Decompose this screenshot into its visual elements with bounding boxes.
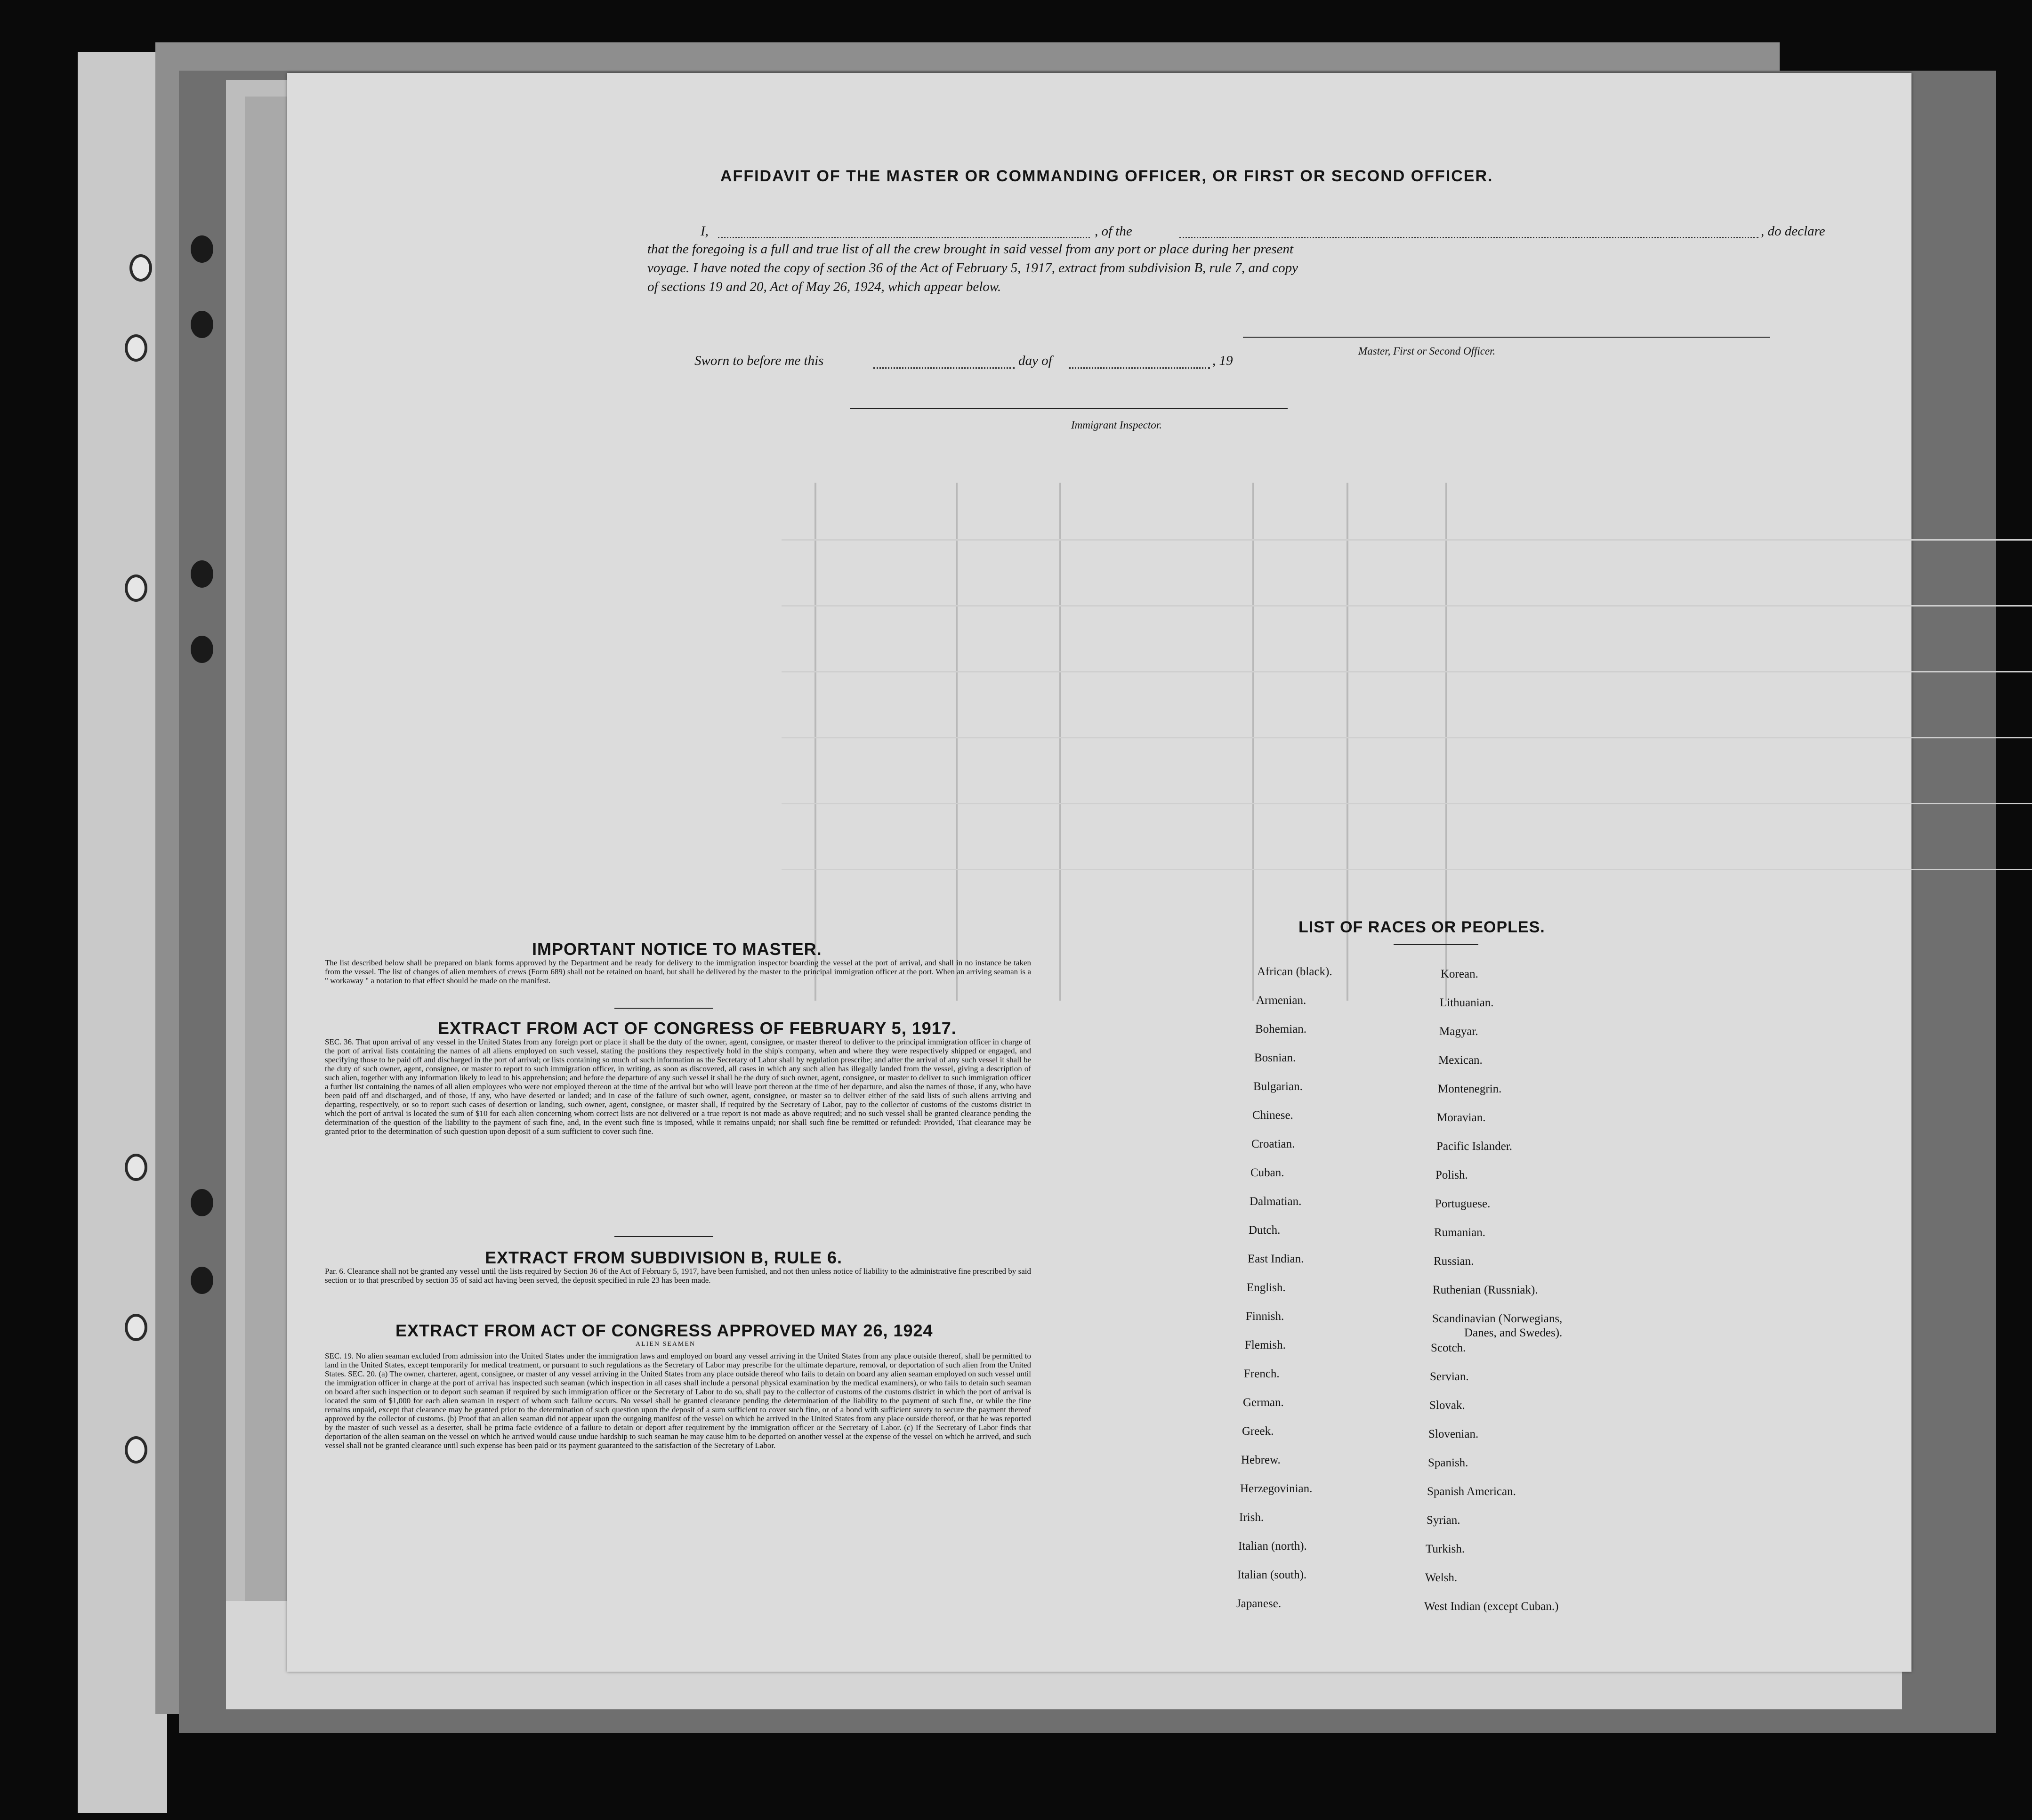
race-item: Russian. bbox=[1434, 1255, 1474, 1268]
race-item: Armenian. bbox=[1256, 994, 1306, 1007]
race-item: Turkish. bbox=[1426, 1543, 1465, 1555]
binder-hole bbox=[129, 254, 152, 282]
master-signature-line[interactable] bbox=[1243, 337, 1770, 338]
race-item: Dutch. bbox=[1249, 1224, 1281, 1237]
race-item: Scotch. bbox=[1431, 1342, 1466, 1354]
race-item: Polish. bbox=[1435, 1169, 1468, 1181]
extract-1924-body: SEC. 19. No alien seaman excluded from admission into the United States under the immigration laws and employed on board any vessel arriving in the United States from any place outside thereof, shall be permitted to land in the United States, except temporarily for medical treatment, or pursuant to such regulations as the Secretary of Labor may prescribe for the ultimate departure, removal, or deportation of such alien from the United States. SEC. 20. (a) The owner, charterer, agent, consignee, or master of any vessel arriving in the United States from any place outside thereof who fails to detain on board any alien seaman employed on such vessel until the immigration officer in charge at the port of arrival has inspected such seaman (which inspection in all cases shall include a personal physical examination by the medical examiners), or who fails to detain such seaman on board after such inspection or to deport such seaman if required by such immigration officer or the Secretary of Labor to do so, shall pay to the collector of customs of the customs district in which the port of arrival is located the sum of $1,000 for each alien seaman in respect of whom such failure occurs. No vessel shall be granted clearance pending the determination of the liability to the payment of such fine, or while the fine remains unpaid, except that clearance may be granted prior to the determination of such question upon the deposit of a sum sufficient to cover such fine, or of a bond with sufficient surety to secure the payment thereof approved by the collector of customs. (b) Proof that an alien seaman did not appear upon the outgoing manifest of the vessel on which he arrived in the United States from any place outside thereof, or that he was reported by the master of such vessel as a deserter, shall be prima facie evidence of a failure to detain or deport after requirement by the immigration officer or the Secretary of Labor. (c) If the Secretary of Labor finds that deportation of the alien seaman on the vessel on which he arrived would cause undue hardship to such seaman he may cause him to be deported on another vessel at the expense of the vessel on which he arrived, and such vessel shall not be granted clearance until such expense has been paid or its payment guaranteed to the satisfaction of the Secretary of Labor. bbox=[325, 1351, 1031, 1450]
race-item: Cuban. bbox=[1250, 1166, 1284, 1179]
extract-1924-subtitle: ALIEN SEAMEN bbox=[636, 1341, 696, 1348]
race-item: Bosnian. bbox=[1254, 1052, 1296, 1064]
race-item: African (black). bbox=[1257, 965, 1332, 978]
binder-hole bbox=[191, 1267, 213, 1294]
race-item: Servian. bbox=[1430, 1370, 1469, 1383]
extract-rule6-title: EXTRACT FROM SUBDIVISION B, RULE 6. bbox=[485, 1248, 843, 1267]
race-item: Irish. bbox=[1239, 1511, 1264, 1524]
divider bbox=[1394, 944, 1478, 945]
binder-hole bbox=[125, 334, 147, 362]
affidavit-line4: of sections 19 and 20, Act of May 26, 1924, which appear below. bbox=[647, 279, 1001, 294]
race-item: Dalmatian. bbox=[1250, 1195, 1302, 1208]
inspector-signature-line[interactable] bbox=[850, 408, 1288, 409]
race-item: Chinese. bbox=[1252, 1109, 1293, 1122]
race-item: Flemish. bbox=[1245, 1339, 1286, 1351]
sworn-text: Sworn to before me this bbox=[694, 353, 824, 368]
race-item: Finnish. bbox=[1246, 1310, 1284, 1323]
manifest-page bbox=[287, 73, 1911, 1672]
affidavit-line3: voyage. I have noted the copy of section 36 of the Act of February 5, 1917, extract from subdivision B, rule 7, and copy bbox=[647, 260, 1298, 275]
race-item: Greek. bbox=[1242, 1425, 1274, 1438]
binder-hole bbox=[125, 1154, 147, 1181]
race-item: Slovak. bbox=[1429, 1399, 1465, 1412]
race-item: Moravian. bbox=[1437, 1111, 1486, 1124]
races-title: LIST OF RACES OR PEOPLES. bbox=[1298, 918, 1545, 936]
race-item: Portuguese. bbox=[1435, 1197, 1491, 1210]
notice-body: The list described below shall be prepared on blank forms approved by the Department and be ready for delivery to the immigration inspector boarding the vessel at the port of arrival, and shall in no instance be taken from the vessel. The list of changes of alien members of crews (Form 689) shall not be retained on board, but shall be delivered by the master to the principal immigration officer at the port. When an arriving seaman is a " workaway " a notation to that effect should be made on the manifest. bbox=[325, 958, 1031, 985]
master-name-field[interactable] bbox=[718, 237, 1090, 238]
binder-hole bbox=[125, 1314, 147, 1341]
master-label: Master, First or Second Officer. bbox=[1358, 345, 1496, 357]
race-item: Pacific Islander. bbox=[1436, 1140, 1513, 1153]
year-text: , 19 bbox=[1212, 353, 1233, 368]
affidavit-i: I, bbox=[701, 224, 709, 239]
race-item: Rumanian. bbox=[1434, 1226, 1486, 1239]
divider bbox=[614, 1008, 713, 1009]
race-item: Danes, and Swedes). bbox=[1464, 1327, 1563, 1339]
sworn-day-field[interactable] bbox=[873, 367, 1015, 369]
binder-hole bbox=[125, 574, 147, 602]
day-of-text: day of bbox=[1018, 353, 1052, 368]
race-item: Bulgarian. bbox=[1253, 1080, 1303, 1093]
binder-hole bbox=[191, 560, 213, 588]
affidavit-declare: , do declare bbox=[1761, 224, 1825, 239]
race-item: Hebrew. bbox=[1241, 1454, 1281, 1466]
binding-strip bbox=[78, 52, 167, 1813]
race-item: West Indian (except Cuban.) bbox=[1424, 1600, 1559, 1613]
race-item: Korean. bbox=[1441, 968, 1478, 980]
race-item: Slovenian. bbox=[1428, 1428, 1479, 1440]
notice-title: IMPORTANT NOTICE TO MASTER. bbox=[532, 939, 822, 959]
race-item: Magyar. bbox=[1439, 1025, 1478, 1038]
affidavit-line2: that the foregoing is a full and true list of all the crew brought in said vessel from any port or place during her present bbox=[647, 242, 1294, 257]
race-item: Welsh. bbox=[1425, 1571, 1458, 1584]
binder-hole bbox=[191, 1189, 213, 1216]
race-item: Japanese. bbox=[1236, 1597, 1282, 1610]
race-item: Syrian. bbox=[1427, 1514, 1460, 1527]
race-item: Herzegovinian. bbox=[1240, 1482, 1313, 1495]
race-item: Spanish. bbox=[1428, 1456, 1468, 1469]
race-item: Montenegrin. bbox=[1438, 1083, 1502, 1095]
affidavit-title: AFFIDAVIT OF THE MASTER OR COMMANDING OFFICER, OR FIRST OR SECOND OFFICER. bbox=[720, 167, 1493, 185]
inspector-label: Immigrant Inspector. bbox=[1071, 419, 1162, 431]
race-item: Scandinavian (Norwegians, bbox=[1432, 1312, 1563, 1325]
binder-hole bbox=[125, 1436, 147, 1464]
race-item: East Indian. bbox=[1248, 1253, 1304, 1265]
vessel-name-field[interactable] bbox=[1179, 237, 1758, 238]
binder-hole bbox=[191, 235, 213, 263]
race-item: English. bbox=[1247, 1281, 1286, 1294]
binder-hole bbox=[191, 636, 213, 663]
race-item: French. bbox=[1244, 1367, 1280, 1380]
binder-hole bbox=[191, 311, 213, 338]
affidavit-of-the: , of the bbox=[1095, 224, 1132, 239]
race-item: Lithuanian. bbox=[1440, 996, 1494, 1009]
race-item: Italian (north). bbox=[1238, 1540, 1307, 1553]
extract-1917-body: SEC. 36. That upon arrival of any vessel in the United States from any foreign port or place it shall be the duty of the owner, agent, consignee, or master thereof to deliver to the principal immigration officer in charge of the port of arrival lists containing the names of all aliens employed on such vessel, stating the positions they respectively hold in the ship's company, when and where they were respectively shipped or engaged, and specifying those to be paid off and discharged in the port of arrival; or lists containing so much of such information as the Secretary of Labor shall by regulation prescribe; and after the arrival of any such vessel it shall be the duty of such owner, agent, consignee, or master to report to such immigration officer, in writing, as soon as discovered, all cases in which any such alien has illegally landed from the vessel, giving a description of such alien, together with any information likely to lead to his apprehension; and before the departure of any such vessel it shall be the duty of such owner, agent, consignee, or master to deliver to such immigration officer a further list containing the names of all alien employees who were not employed thereon at the time of the arrival but who will leave port thereon at the time of her departure, and also the names of those, if any, who have been paid off and discharged, and of those, if any, who have deserted or landed; and in case of the failure of such owner, agent, consignee, or master so to deliver either of the said lists of such aliens arriving and departing, respectively, or so to report such cases of desertion or landing, such owner, agent, consignee, or master shall, if required by the Secretary of Labor, pay to the collector of customs of the customs district in which the port of arrival is located the sum of $10 for each alien concerning whom correct lists are not delivered or a true report is not made as above required; and no such vessel shall be granted clearance pending the determination of the question of the liability to the payment of such fine, and, in the event such fine is imposed, while it remains unpaid; nor shall such fine be remitted or refunded: Provided, That clearance may be granted prior to the determination of such question upon deposit of a sum sufficient to cover such fine. bbox=[325, 1037, 1031, 1136]
race-item: Bohemian. bbox=[1255, 1023, 1307, 1035]
divider bbox=[614, 1236, 713, 1237]
race-item: Spanish American. bbox=[1427, 1485, 1516, 1498]
extract-1924-title: EXTRACT FROM ACT OF CONGRESS APPROVED MAY 26, 1924 bbox=[395, 1321, 933, 1340]
race-item: German. bbox=[1243, 1396, 1284, 1409]
sworn-month-field[interactable] bbox=[1069, 367, 1210, 369]
race-item: Mexican. bbox=[1438, 1054, 1483, 1067]
extract-1917-title: EXTRACT FROM ACT OF CONGRESS OF FEBRUARY 5, 1917. bbox=[438, 1019, 957, 1038]
extract-rule6-body: Par. 6. Clearance shall not be granted any vessel until the lists required by Section 36 of the Act of February 5, 1917, have been furnished, and not then unless notice of liability to the administrative fine prescribed by said section or to that prescribed by section 35 of said act having been served, the deposit specified in rule 23 has been made. bbox=[325, 1267, 1031, 1285]
race-item: Croatian. bbox=[1251, 1138, 1295, 1150]
race-item: Ruthenian (Russniak). bbox=[1433, 1284, 1538, 1296]
race-item: Italian (south). bbox=[1237, 1569, 1307, 1581]
